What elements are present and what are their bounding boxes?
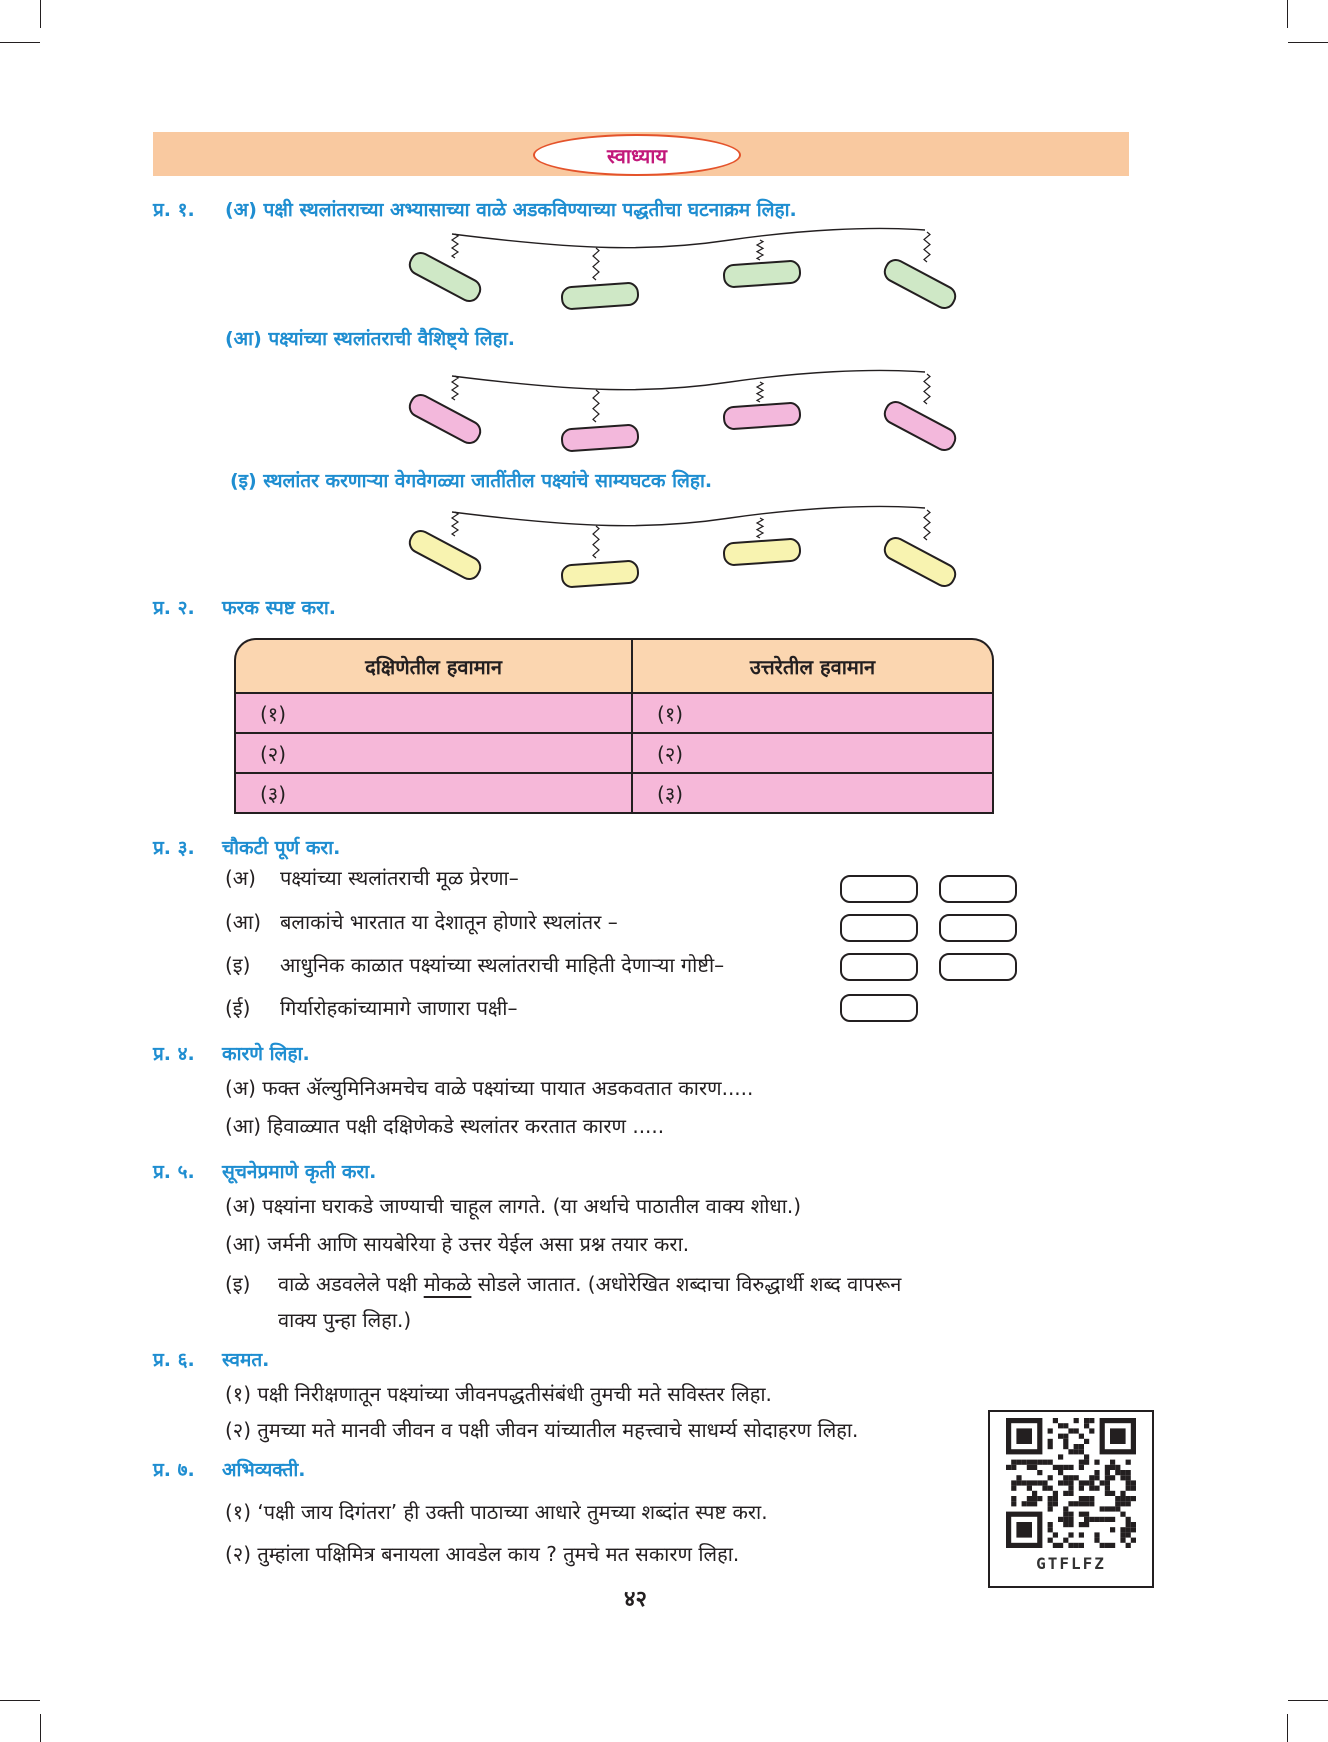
page-number: ४२ [624,1587,647,1612]
q6-number: प्र. ६. [153,1349,195,1371]
q2-number: प्र. २. [153,597,195,619]
q3-item-text: पक्ष्यांच्या स्थलांतराची मूळ प्रेरणा– [280,866,519,890]
q7-number: प्र. ७. [153,1459,195,1481]
q3-item-text: आधुनिक काळात पक्ष्यांच्या स्थलांतराची माहिती देणाऱ्या गोष्टी– [280,953,725,977]
difference-table [234,638,994,814]
q5-i-underlined-word: मोकळे [423,1272,472,1296]
hanging-cards-diagram-3 [400,500,970,592]
table-header-south: दक्षिणेतील हवामान [234,638,633,692]
qr-code-label: GTFLFZ [1036,1554,1106,1573]
hanging-card [561,424,638,451]
table-cell[interactable]: (३) [234,772,633,814]
hanging-card [881,534,958,589]
hanging-card [561,560,638,587]
q5-i-line2: वाक्य पुन्हा लिहा.) [278,1308,412,1332]
table-header-row [234,638,994,692]
q1-aa-text: (आ) पक्ष्यांच्या स्थलांतराची वैशिष्ट्ये लिहा. [225,328,515,350]
q3-item-text: बलाकांचे भारतात या देशातून होणारे स्थलांतर – [280,910,618,934]
q5-aa-text: (आ) जर्मनी आणि सायबेरिया हे उत्तर येईल असा प्रश्न तयार करा. [225,1232,690,1256]
q5-i-text [278,1270,901,1297]
hanging-cards-group [406,228,958,311]
page-heading: स्वाध्याय [533,134,741,176]
q5-i-pre: वाळे अडवलेले पक्षी [278,1272,418,1296]
q4-title: कारणे लिहा. [222,1043,310,1065]
answer-box[interactable] [840,875,918,903]
hanging-cards-group [406,370,958,453]
q5-i-post: सोडले जातात. (अधोरेखित शब्दाचा विरुद्धार्थी शब्द वापरून [477,1272,902,1296]
answer-box[interactable] [939,914,1017,942]
q3-item-tag: (इ) [225,953,251,977]
crop-mark [0,1700,40,1701]
crop-mark [1287,0,1288,28]
q7-line1: (१) ‘पक्षी जाय दिगंतरा’ ही उक्ती पाठाच्या आधारे तुमच्या शब्दांत स्पष्ट करा. [225,1500,768,1524]
crop-mark [1288,1700,1328,1701]
q1-number: प्र. १. [153,199,195,221]
table-cell[interactable]: (३) [633,772,994,814]
q6-title: स्वमत. [222,1349,270,1371]
q3-item-tag: (आ) [225,910,262,934]
table-header-north: उत्तरेतील हवामान [633,638,994,692]
q1-i-text: (इ) स्थलांतर करणाऱ्या वेगवेगळ्या जातींतील पक्ष्यांचे साम्यघटक लिहा. [230,470,713,492]
q6-line2: (२) तुमच्या मते मानवी जीवन व पक्षी जीवन यांच्यातील महत्त्वाचे साधर्म्य सोदाहरण लिहा. [225,1418,859,1442]
qr-code-icon [990,1412,1152,1552]
table-row [234,692,994,732]
q3-item-text: गिर्यारोहकांच्यामागे जाणारा पक्षी– [280,996,518,1020]
hanging-card [723,402,800,429]
table-cell[interactable]: (१) [633,692,994,732]
q6-line1: (१) पक्षी निरीक्षणातून पक्ष्यांच्या जीवनपद्धतीसंबंधी तुमची मते सविस्तर लिहा. [225,1382,772,1406]
q7-title: अभिव्यक्ती. [222,1459,306,1481]
table-row [234,732,994,772]
hanging-card [723,260,800,287]
q3-number: प्र. ३. [153,837,195,859]
hanging-cards-diagram-1 [400,222,970,314]
hanging-card [406,527,483,582]
hanging-card [406,249,483,304]
crop-mark [40,1714,41,1742]
table-cell[interactable]: (२) [234,732,633,772]
table-cell[interactable]: (१) [234,692,633,732]
hanging-cards-group [406,506,958,589]
q3-item-tag: (ई) [225,996,251,1020]
hanging-card [561,282,638,309]
q4-number: प्र. ४. [153,1043,195,1065]
q7-line2: (२) तुम्हांला पक्षिमित्र बनायला आवडेल काय ? तुमचे मत सकारण लिहा. [225,1542,740,1566]
hanging-card [723,538,800,565]
answer-box[interactable] [939,875,1017,903]
answer-box[interactable] [939,953,1017,981]
q1-a-text: (अ) पक्षी स्थलांतराच्या अभ्यासाच्या वाळे अडकविण्याच्या पद्धतीचा घटनाक्रम लिहा. [225,199,797,221]
hanging-card [406,391,483,446]
table-row [234,772,994,814]
hanging-card [881,256,958,311]
table-cell[interactable]: (२) [633,732,994,772]
q4-aa-text: (आ) हिवाळ्यात पक्षी दक्षिणेकडे स्थलांतर करतात कारण ..... [225,1114,665,1138]
q4-a-text: (अ) फक्त ॲल्युमिनिअमचेच वाळे पक्ष्यांच्या पायात अडकवतात कारण..... [225,1076,754,1100]
q5-title: सूचनेप्रमाणे कृती करा. [222,1161,377,1183]
q2-title: फरक स्पष्ट करा. [222,597,337,619]
answer-box[interactable] [840,994,918,1022]
q3-item-tag: (अ) [225,866,256,890]
crop-mark [1288,42,1328,43]
crop-mark [0,42,40,43]
answer-box[interactable] [840,953,918,981]
crop-mark [1287,1714,1288,1742]
q3-title: चौकटी पूर्ण करा. [222,837,341,859]
q5-number: प्र. ५. [153,1161,195,1183]
q5-i-tag: (इ) [225,1272,251,1296]
hanging-card [881,398,958,453]
q5-a-text: (अ) पक्ष्यांना घराकडे जाण्याची चाहूल लागते. (या अर्थाचे पाठातील वाक्य शोधा.) [225,1194,802,1218]
answer-box[interactable] [840,914,918,942]
crop-mark [40,0,41,28]
hanging-cards-diagram-2 [400,364,970,456]
